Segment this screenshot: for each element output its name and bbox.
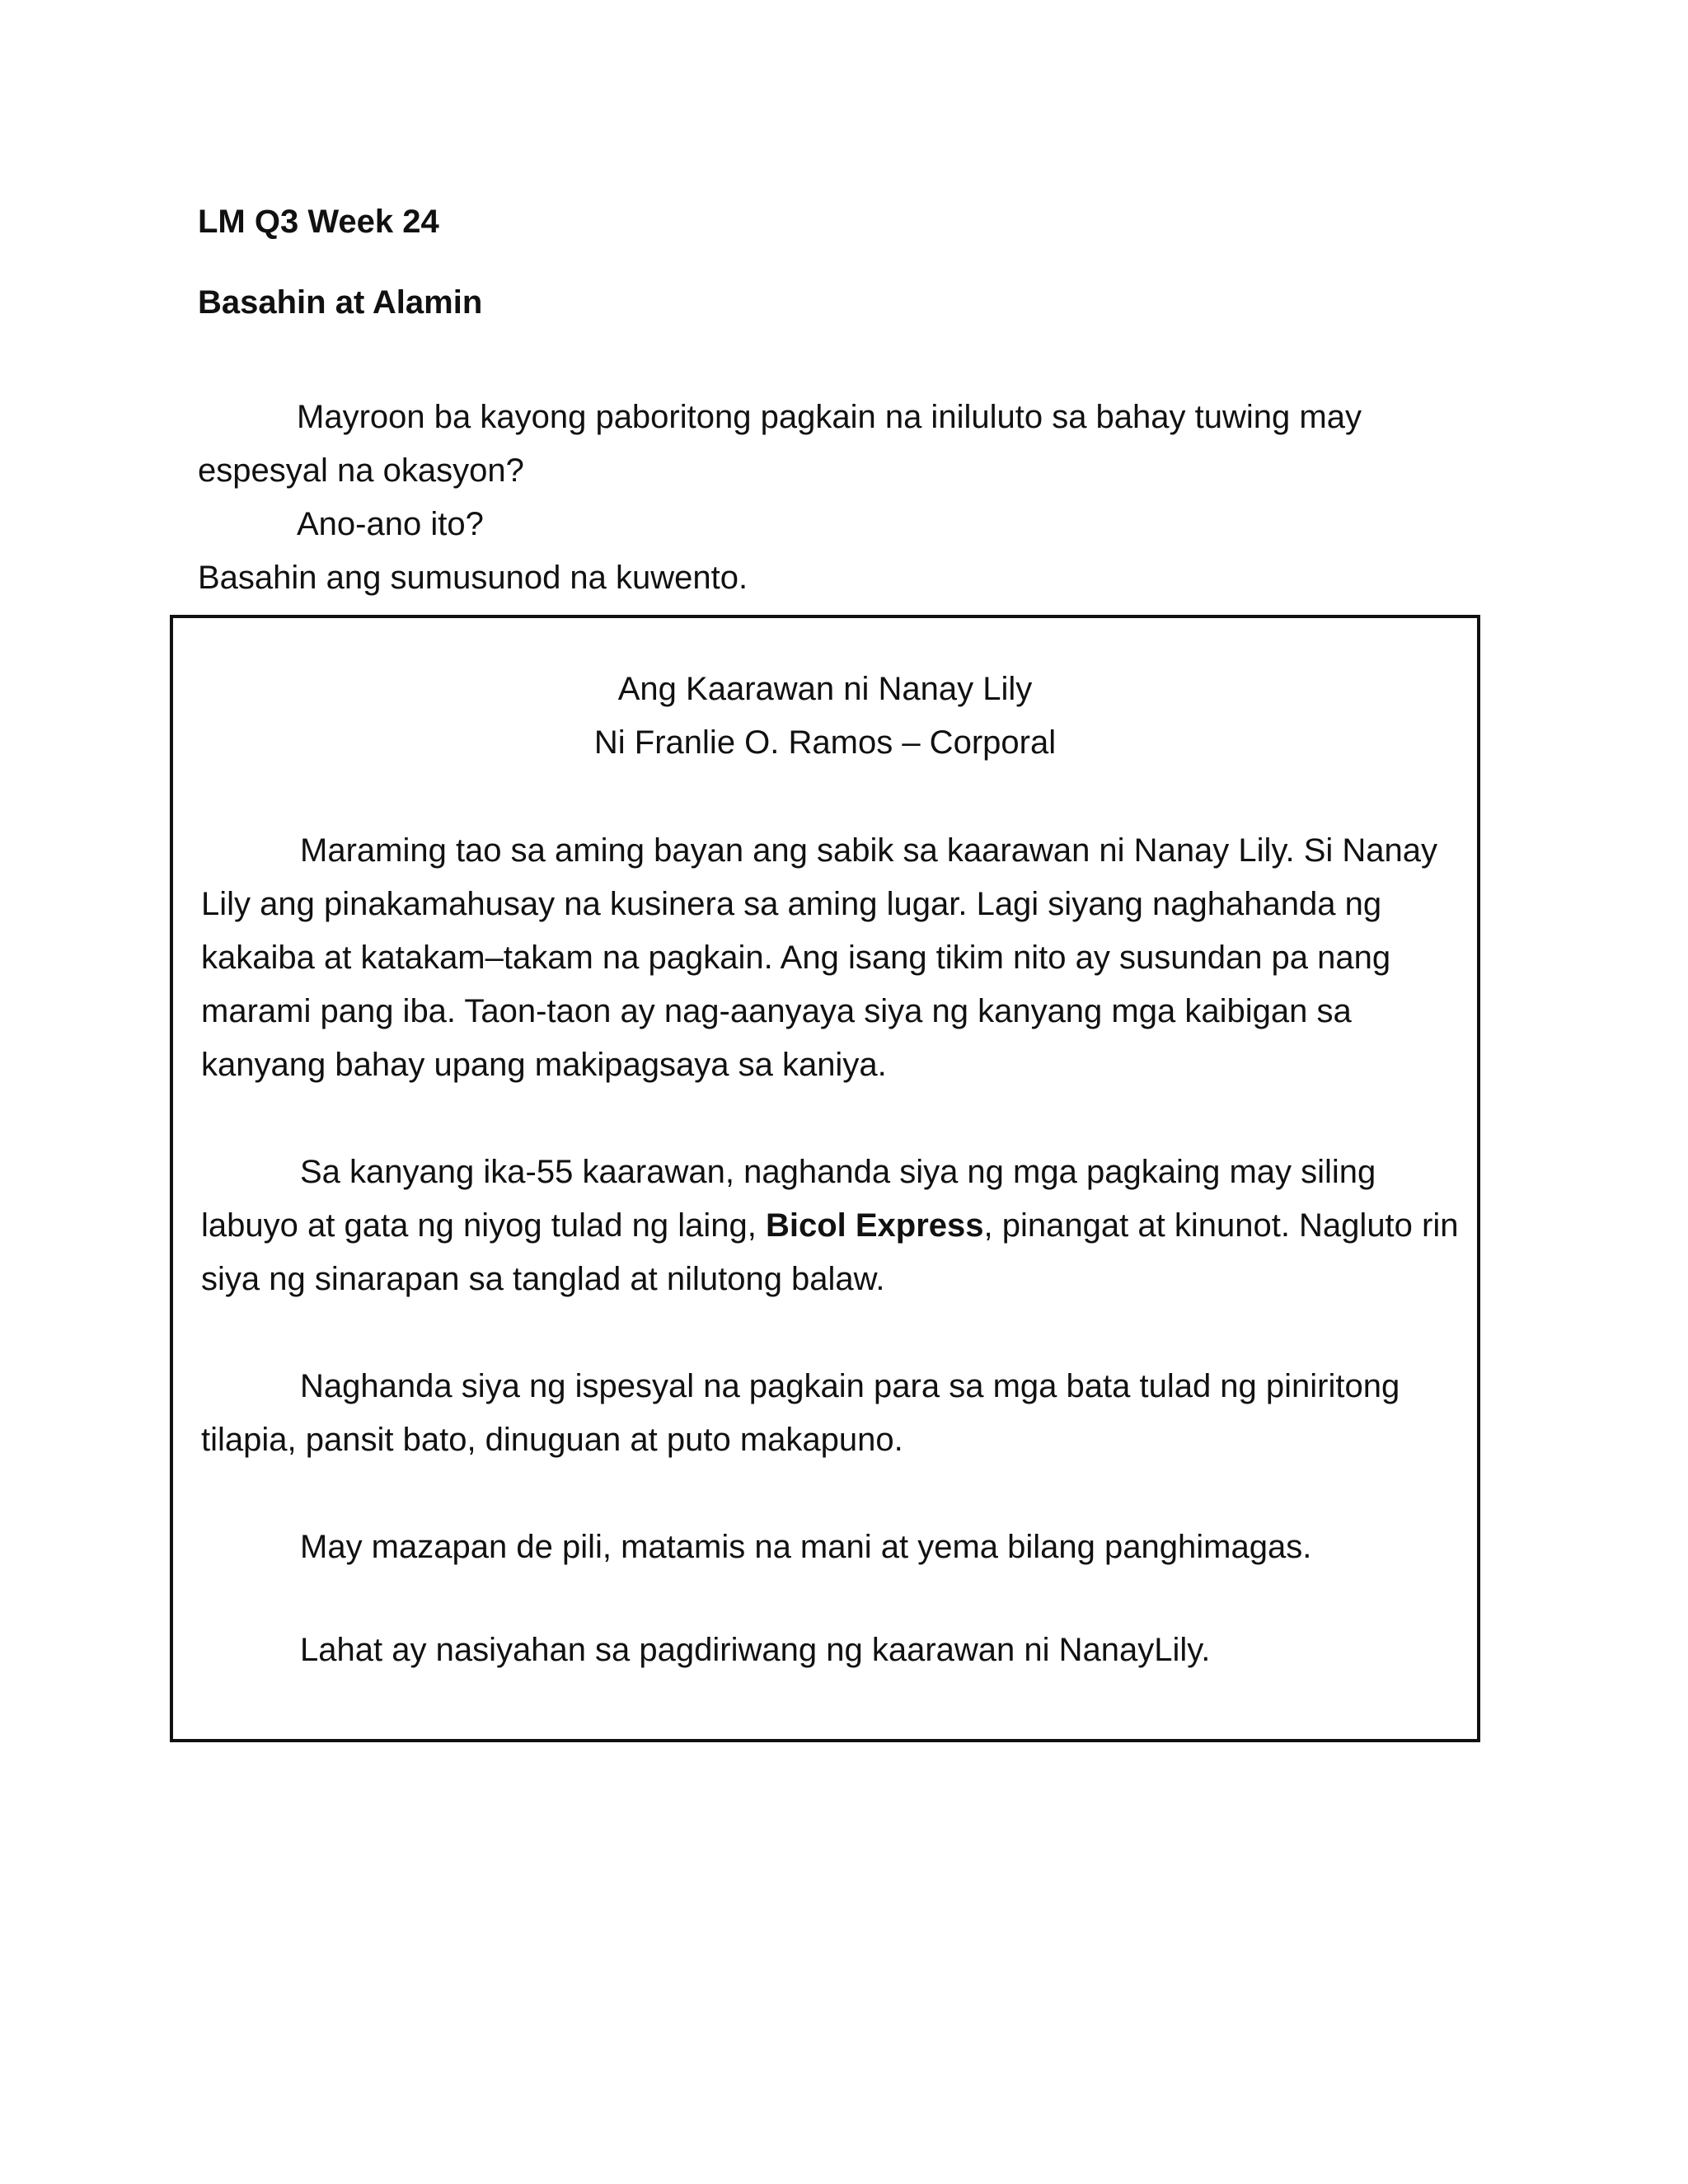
intro-question-2: Ano-ano ito? [297,506,484,542]
section-title: Basahin at Alamin [198,284,483,321]
intro-instruction: Basahin ang sumusunod na kuwento. [198,560,748,596]
story-paragraph-5: Lahat ay nasiyahan sa pagdiriwang ng kaarawan ni NanayLily. [300,1632,1211,1668]
story-header [173,663,1477,770]
intro-question-1: Mayroon ba kayong paboritong pagkain na iniluluto sa bahay tuwing may espesyal na okasyon? [198,399,1362,489]
story-title: Ang Kaarawan ni Nanay Lily [617,671,1033,707]
story-paragraph-2 [201,1146,1462,1306]
story-author: Ni Franlie O. Ramos – Corporal [593,724,1057,761]
story-paragraph-2-text-a: Sa kanyang ika-55 kaarawan, naghanda siya ng mga pagkaing may siling labuyo at gata ng niyog tulad ng laing, [201,1154,1376,1244]
story-box [170,615,1480,1742]
story-paragraph-3: Naghanda siya ng ispesyal na pagkain para sa mga bata tulad ng piniritong tilapia, pansit bato, dinuguan at puto makapuno. [201,1368,1400,1458]
intro-section [198,391,1484,605]
story-paragraph-1: Maraming tao sa aming bayan ang sabik sa kaarawan ni Nanay Lily. Si Nanay Lily ang pinakamahusay na kusinera sa aming lugar. Lagi siyang naghahanda ng kakaiba at katakam–takam na pagkain. Ang isang tikim nito ay susundan pa nang marami pang iba. Taon-taon ay nag-aanyaya siya ng kanyang mga kaibigan sa kanyang bahay upang makipagsaya sa kaniya. [201,832,1437,1083]
story-paragraph-4: May mazapan de pili, matamis na mani at yema bilang panghimagas. [300,1529,1312,1565]
lesson-code: LM Q3 Week 24 [198,204,439,240]
story-paragraph-2-bold: Bicol Express [765,1207,984,1244]
story-body [201,824,1462,1731]
story-paragraph-2-text-b: , pinangat at kinunot. Nagluto rin siya ng sinarapan sa tanglad at nilutong balaw. [201,1207,1459,1297]
